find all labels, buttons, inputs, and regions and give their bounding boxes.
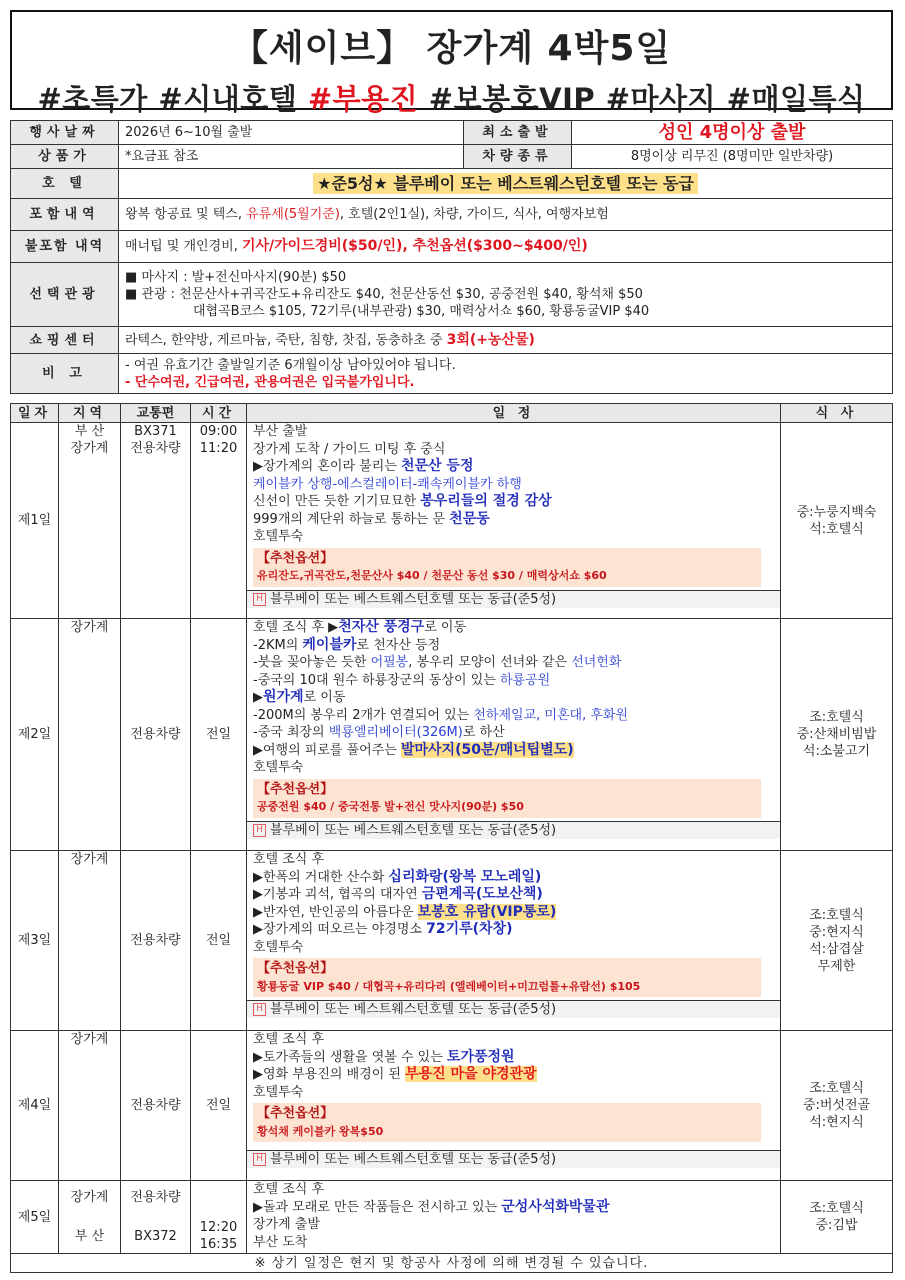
option-box: 【추천옵션】 공중전원 $40 / 중국전통 발+전신 맛사지(90분) $50: [253, 779, 761, 818]
price-label: 상품가: [11, 145, 119, 169]
day-region: 부 산 장가계: [59, 423, 121, 619]
shop-value: 라텍스, 한약방, 게르마늄, 죽탄, 침향, 찻집, 동충하초 중 3회(+농산물): [119, 327, 893, 354]
hdr-time: 시간: [191, 404, 247, 423]
info-table: [10, 120, 893, 394]
tags-red: #부용진: [307, 82, 419, 116]
day-region: 장가계: [59, 619, 121, 851]
hdr-region: 지역: [59, 404, 121, 423]
day-region: 장가계: [59, 851, 121, 1031]
hdr-transport: 교통편: [121, 404, 191, 423]
min-label: 최소출발: [464, 121, 572, 145]
day-time: 전일: [191, 851, 247, 1031]
day-label: 제3일: [11, 851, 59, 1031]
option-box: 【추천옵션】 황룡동굴 VIP $40 / 대협곡+유리다리 (엘레베이터+미끄럼틀+유람선) $105: [253, 958, 761, 997]
day-meals: 조:호텔식 중:김밥: [781, 1181, 893, 1254]
day-time: 12:20 16:35: [191, 1181, 247, 1254]
day-transport: BX371 전용차량: [121, 423, 191, 619]
day-label: 제1일: [11, 423, 59, 619]
title-box: [10, 10, 893, 116]
title-tags: [12, 77, 891, 118]
hotel-line: H 블루베이 또는 베스트웨스턴호텔 또는 동급(준5성): [247, 1000, 780, 1018]
day-transport: 전용차량: [121, 1031, 191, 1181]
opt-value: ■ 마사지 : 발+전신마사지(90분) $50 ■ 관광 : 천문산사+귀곡잔도+유리잔도 $40, 천문산동선 $30, 공중전원 $40, 황석채 $50 대협곡B코스 $105, 72기루(내부관광) $30, 매력상서쇼 $60, 황룡동굴VIP $40: [119, 263, 893, 327]
hotel-value: ★준5성★ 블루베이 또는 베스트웨스턴호텔 또는 동급: [313, 173, 698, 194]
day-schedule: 부산 출발 장가계 도착 / 가이드 미팅 후 중식 ▶장가계의 혼이라 불리는 천문산 등정 케이블카 상행-에스컬레이터-쾌속케이블카 하행 신선이 만든 듯한 기기묘묘한 봉우리들의 절경 감상 999개의 계단위 하늘로 통하는 문 천문동 호텔투숙 【추천옵션】 유리잔도,귀곡잔도,천문산사 $40 / 천문산 동선 $30 / 매력상서쇼 $60 H 블루베이 또는 베스트웨스턴호텔 또는 동급(준5성): [247, 423, 781, 619]
hotel-line: H 블루베이 또는 베스트웨스턴호텔 또는 동급(준5성): [247, 821, 780, 839]
date-label: 행사날짜: [11, 121, 119, 145]
hotel-icon: H: [253, 1003, 266, 1016]
excl-value: 매너팁 및 개인경비, 기사/가이드경비($50/인), 추천옵션($300~$400/인): [119, 231, 893, 263]
incl-value: 왕복 항공료 및 텍스, 유류세(5월기준), 호텔(2인1실), 차량, 가이드, 식사, 여행자보험: [119, 199, 893, 231]
option-box: 【추천옵션】 황석채 케이블카 왕복$50: [253, 1103, 761, 1142]
incl-label: 포함내역: [11, 199, 119, 231]
hotel-line: H 블루베이 또는 베스트웨스턴호텔 또는 동급(준5성): [247, 590, 780, 608]
price-value: *요금표 참조: [119, 145, 464, 169]
option-box: 【추천옵션】 유리잔도,귀곡잔도,천문산사 $40 / 천문산 동선 $30 / 매력상서쇼 $60: [253, 548, 761, 587]
shop-label: 쇼핑센터: [11, 327, 119, 354]
day-time: 09:00 11:20: [191, 423, 247, 619]
hotel-line: H 블루베이 또는 베스트웨스턴호텔 또는 동급(준5성): [247, 1150, 780, 1168]
day-region: 장가계 부 산: [59, 1181, 121, 1254]
opt-label: 선택관광: [11, 263, 119, 327]
vehicle-label: 차량종류: [464, 145, 572, 169]
page-title: 【세이브】 장가계 4박5일: [231, 28, 672, 69]
day-schedule: 호텔 조식 후 ▶천자산 풍경구로 이동 -2KM의 케이블카로 천자산 등정 -붓을 꽂아놓은 듯한 어필봉, 봉우리 모양이 선녀와 같은 선녀헌화 -중국의 10대 원수 하룡장군의 동상이 있는 하룡공원 ▶원가계로 이동 -200M의 봉우리 2개가 연결되어 있는 천하제일교, 미혼대, 후화원 -중국 최장의 백룡엘리베이터(326M)로 하산 ▶여행의 피로를 풀어주는 발마사지(50분/매너팁별도) 호텔투숙 【추천옵션】 공중전원 $40 / 중국전통 발+전신 맛사지(90분) $50 H 블루베이 또는 베스트웨스턴호텔 또는 동급(준5성): [247, 619, 781, 851]
hotel-label: 호 텔: [11, 169, 119, 199]
day-transport: 전용차량: [121, 851, 191, 1031]
hotel-icon: H: [253, 593, 266, 606]
day-label: 제5일: [11, 1181, 59, 1254]
day-transport: 전용차량 BX372: [121, 1181, 191, 1254]
note-label: 비 고: [11, 354, 119, 394]
day-transport: 전용차량: [121, 619, 191, 851]
hdr-day: 일자: [11, 404, 59, 423]
note-value: - 여권 유효기간 출발일기준 6개월이상 남아있어야 됩니다. - 단수여권, 긴급여권, 관용여권은 입국불가입니다.: [119, 354, 893, 394]
date-value: 2026년 6~10월 출발: [119, 121, 464, 145]
day-region: 장가계: [59, 1031, 121, 1181]
day-meals: 조:호텔식 중:산채비빔밥 석:소불고기: [781, 619, 893, 851]
footer-note: ※ 상기 일정은 현지 및 항공사 사정에 의해 변경될 수 있습니다.: [11, 1254, 893, 1273]
day-meals: 조:호텔식 중:현지식 석:삼겹살 무제한: [781, 851, 893, 1031]
day-schedule: 호텔 조식 후 ▶한폭의 거대한 산수화 십리화랑(왕복 모노레일) ▶기봉과 괴석, 협곡의 대자연 금편계곡(도보산책) ▶반자연, 반인공의 아름다운 보봉호 유람(VIP통로) ▶장가계의 떠오르는 야경명소 72기루(차창) 호텔투숙 【추천옵션】 황룡동굴 VIP $40 / 대협곡+유리다리 (엘레베이터+미끄럼틀+유람선) $105 H 블루베이 또는 베스트웨스턴호텔 또는 동급(준5성): [247, 851, 781, 1031]
day-label: 제4일: [11, 1031, 59, 1181]
excl-label: 불포함 내역: [11, 231, 119, 263]
min-value: 성인 4명이상 출발: [572, 121, 893, 145]
hotel-icon: H: [253, 824, 266, 837]
tags-post: #보봉호VIP #마사지 #매일특식: [418, 82, 866, 116]
day-meals: 조:호텔식 중:버섯전골 석:현지식: [781, 1031, 893, 1181]
day-label: 제2일: [11, 619, 59, 851]
day-schedule: 호텔 조식 후 ▶돌과 모래로 만든 작품들은 전시하고 있는 군성사석화박물관 장가계 출발 부산 도착: [247, 1181, 781, 1254]
hotel-icon: H: [253, 1153, 266, 1166]
vehicle-value: 8명이상 리무진 (8명미만 일반차량): [572, 145, 893, 169]
tags-pre: #초특가 #시내호텔: [37, 82, 308, 116]
day-time: 전일: [191, 1031, 247, 1181]
schedule-table: [10, 403, 893, 1273]
hdr-schedule: 일 정: [247, 404, 781, 423]
hdr-meal: 식 사: [781, 404, 893, 423]
day-time: 전일: [191, 619, 247, 851]
day-meals: 중:누룽지백숙 석:호텔식: [781, 423, 893, 619]
day-schedule: 호텔 조식 후 ▶토가족들의 생활을 엿볼 수 있는 토가풍정원 ▶영화 부용진의 배경이 된 부용진 마을 야경관광 호텔투숙 【추천옵션】 황석채 케이블카 왕복$50 H 블루베이 또는 베스트웨스턴호텔 또는 동급(준5성): [247, 1031, 781, 1181]
